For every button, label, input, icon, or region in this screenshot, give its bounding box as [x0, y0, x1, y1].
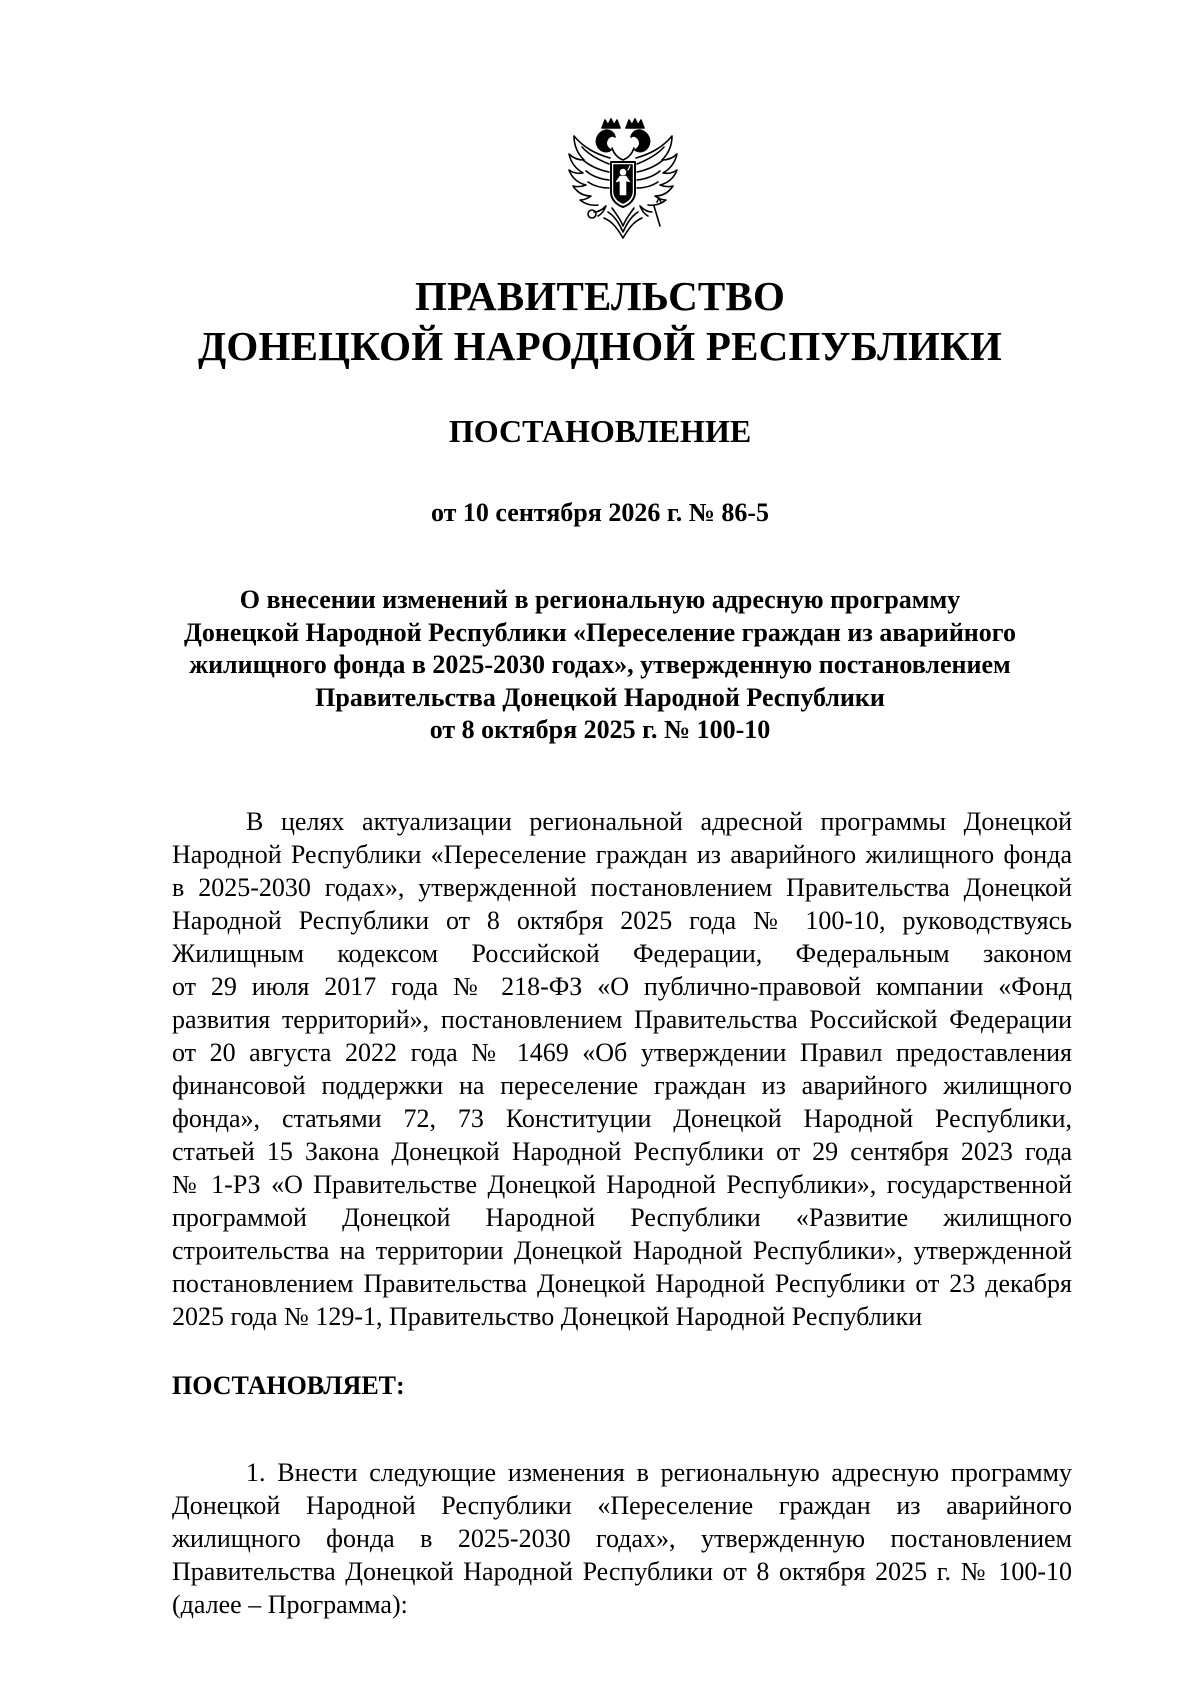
- subject-line: Правительства Донецкой Народной Республики: [315, 682, 885, 712]
- preamble-line: 2025 года № 129-1, Правительство Донецкой Народной Республики: [172, 1302, 923, 1331]
- clause-1-line: Донецкой Народной Республики «Переселение граждан из аварийного: [172, 1491, 1072, 1520]
- preamble-line: Народной Республики от 8 октября 2025 года № 100-10, руководствуясь: [172, 906, 1072, 935]
- clause-1-line: (далее – Программа):: [172, 1590, 408, 1619]
- clause-1-line: жилищного фонда в 2025-2030 годах», утвержденную постановлением: [172, 1524, 1072, 1553]
- preamble-line: от 29 июля 2017 года № 218-ФЗ «О публично-правовой компании «Фонд: [172, 972, 1072, 1001]
- preamble-paragraph: [172, 805, 1072, 1333]
- organization-name-line1: ПРАВИТЕЛЬСТВО: [414, 273, 786, 319]
- clause-1-line: Правительства Донецкой Народной Республики от 8 октября 2025 г. № 100-10: [172, 1557, 1072, 1586]
- subject-line: О внесении изменений в региональную адресную программу: [239, 585, 961, 614]
- clause-1-paragraph: [172, 1456, 1072, 1621]
- preamble-line: Жилищным кодексом Российской Федерации, Федеральным законом: [172, 939, 1072, 968]
- subject-line: жилищного фонда в 2025-2030 годах», утвержденную постановлением: [189, 650, 1011, 679]
- document-date-number: от 10 сентября 2026 г. № 86-5: [431, 498, 769, 527]
- preamble-line: постановлением Правительства Донецкой Народной Республики от 23 декабря: [172, 1269, 1072, 1298]
- preamble-line: В целях актуализации региональной адресной программы Донецкой: [246, 807, 1072, 836]
- clause-1-line: 1. Внести следующие изменения в региональную адресную программу: [246, 1458, 1072, 1487]
- preamble-line: Народной Республики «Переселение граждан из аварийного жилищного фонда: [172, 840, 1072, 869]
- organization-name-line2: ДОНЕЦКОЙ НАРОДНОЙ РЕСПУБЛИКИ: [198, 323, 1002, 369]
- preamble-line: развития территорий», постановлением Правительства Российской Федерации: [172, 1005, 1072, 1034]
- preamble-line: № 1-РЗ «О Правительстве Донецкой Народной Республики», государственной: [172, 1170, 1072, 1199]
- subject-line: Донецкой Народной Республики «Переселение граждан из аварийного: [184, 617, 1016, 647]
- preamble-line: строительства на территории Донецкой Народной Республики», утвержденной: [172, 1236, 1072, 1265]
- preamble-line: в 2025-2030 годах», утвержденной постановлением Правительства Донецкой: [172, 873, 1072, 902]
- coat-of-arms-icon: [562, 112, 684, 256]
- preamble-line: финансовой поддержки на переселение граждан из аварийного жилищного: [172, 1071, 1072, 1100]
- preamble-line: от 20 августа 2022 года № 1469 «Об утверждении Правил предоставления: [172, 1038, 1072, 1067]
- document-subject: [140, 584, 1060, 747]
- document-type: ПОСТАНОВЛЕНИЕ: [448, 413, 752, 449]
- resolves-heading: ПОСТАНОВЛЯЕТ:: [172, 1371, 405, 1400]
- subject-line: от 8 октября 2025 г. № 100-10: [429, 715, 771, 744]
- preamble-line: фонда», статьями 72, 73 Конституции Донецкой Народной Республики,: [172, 1104, 1072, 1133]
- preamble-line: статьей 15 Закона Донецкой Народной Республики от 29 сентября 2023 года: [172, 1137, 1072, 1166]
- preamble-line: программой Донецкой Народной Республики «Развитие жилищного: [172, 1203, 1072, 1232]
